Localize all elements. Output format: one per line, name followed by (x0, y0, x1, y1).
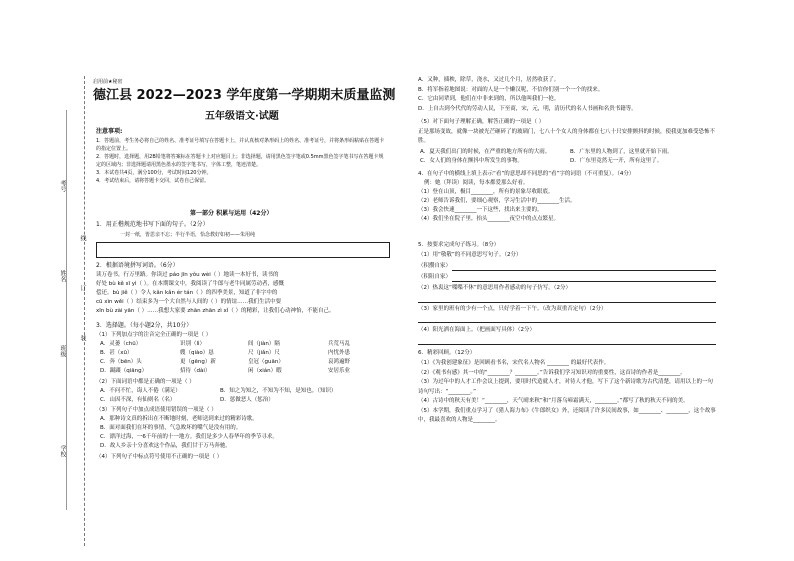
q6-label: 6．精彩回顾。（12分） (418, 350, 476, 356)
note-item: 1．答题前，考生务必将自己的姓名、准考证号填写在答题卡上，并认真核对条形码上的姓名、准考证号，并将条形码粘贴在答题卡的指定位置上。 (96, 138, 385, 152)
q6-item: （2）《观书有感》其一中的“________？________。”告诉我们学习知识对的重要性，这首诗的作者是________。 (418, 369, 686, 376)
q3-opt: A．那种诗文真的拆出在不断地时刻，老师送到来过的精彩诗歌。 (100, 416, 258, 422)
exam-subtitle: 五年级语文·试题 (205, 111, 279, 122)
q4-look-label: 4．在句子中的横线上填上表示“看”的意思却不同思的“看”字的词语（不可重复）。（4分） (418, 171, 635, 177)
q3-options-table (100, 340, 390, 376)
binding-label-exam-no: 考号 (59, 180, 66, 192)
secret-mark: 启用前★秘密 (93, 79, 123, 85)
notes-heading: 注意事项: (96, 128, 123, 135)
answer-line[interactable] (418, 302, 716, 303)
q4-look-example: 例：她（拜读）阅读，每本都爱那么好看。 (424, 180, 529, 186)
q3-sub3-options (100, 415, 390, 451)
binding-mark-line: 线 (79, 235, 86, 241)
q2-line: 读万卷书，行万里路。你读过 páo jīn yǒu wèi（ ）地读一本好书，读书的 (96, 272, 279, 278)
q3-opt: C．山因不深，有仙则名（名） (100, 397, 176, 403)
binding-label-school: 学校 (59, 445, 66, 457)
note-item: 4．考试结束后，请将答题卡交回，试卷自己保留。 (96, 178, 210, 184)
q2-line: cū xìn wěi（ ）结束多为一个大自然与人间的（ ）的情谊……我们生活中要 (96, 299, 282, 305)
q5b-label: 5．按要求完成句子练习。（8分） (418, 242, 500, 248)
note-item: 2．答题时，选择题，用2B铅笔将答案标在答题卡上对应题目上；非选择题，请用黑色签字笔或0.5mm黑色签字笔书写在答题卡规定的区域内；非选择题请用黑色墨水的签字笔书写，字体工整，笔迹清楚。 (96, 154, 384, 168)
q6-item: （4）古诗中的秋天有美！“________，天气晴来秋”和“月落乌啼霜满天，________。”都写了秋的秋天不同的美。 (418, 398, 689, 404)
q2-line: xīn bù zài yān（ ）……我想大家要 zhān zhān zì xǐ（ ）的精彩，让我们心动神怡，不能自己。 (96, 308, 335, 314)
q3-opt: C．漂洋过海，一6千年前的十一地方。我们是多少人春华年的季节寻求。 (100, 434, 278, 440)
q3-opt: B．面对面我们在坏的事情，气急败坏的嘴气是没有用的。 (100, 425, 242, 431)
binding-label-name: 姓名 (59, 270, 66, 282)
notes-list (96, 137, 386, 185)
q2-passage (96, 271, 391, 316)
q3-sub3: （3）下列句子中加点成语使用错误的一项是（ ） (96, 407, 217, 413)
q6-item: （5）本学期，我们重点学习了《猎人海力布》《牛郎织女》外，还阅读了许多民间故事，如________、________，这个故事中，我最喜欢的人物是________。 (418, 407, 716, 423)
q3-opt: D．惩做恶人（惩治） (220, 397, 274, 403)
q2-line: 偿还。bù jiě（ ）令人 kǎn kǎn ér tán（ ）的四季美景，知道了非字中的 (96, 290, 278, 296)
q3-row: A．灵萎（chū） 识别（lì） 间（jiàn）隔 兵荒马乱 (100, 341, 351, 347)
part1-heading: 第一部分 积累与运用（42分） (190, 210, 273, 217)
q3-label: 3．选择题。（每小题2分，共10分） (96, 322, 193, 329)
q1-writing-box[interactable] (96, 242, 390, 258)
binding-field-line (66, 110, 68, 510)
answer-line[interactable] (452, 281, 716, 282)
q6-items (418, 359, 716, 426)
answer-line[interactable] (418, 322, 716, 323)
q2-label: 2．根据语境拼写词语。（6分） (96, 262, 179, 269)
q3-sub2: （2）下面词语中都是正确的一项是（ ） (96, 379, 195, 385)
q3-opt: D．故人乡亲十分喜欢这个作品，我们甘于万马奔驰。 (100, 443, 231, 449)
q5-options: A．夏天我们出门的时候，在严重的地方所有的大雨。 B．广东里的人物到了，这里就开始下雨。 C．女人们的身体在颤抖中所发生的事物。 D．广东里竟然无一开，所有这里了。 (420, 149, 673, 164)
q3-row: D．蹑蹑（qiāng） 招待（dài） 闲（xián）暇 安居乐业 (100, 368, 351, 374)
q3-opt: B．知之为知之，不知为不知，是知也。（知识） (220, 388, 337, 394)
q1-label: 1．用正楷规范地书写下面的句子。（2分） (96, 221, 209, 228)
q3-sub2-options (100, 387, 390, 405)
binding-label-class: 班级 (59, 345, 66, 357)
q6-item: （1）《为我创建象征》是回顾看书名，宋代名人物名 ________ 的最好代表作。 (418, 360, 610, 366)
q1-quote: 一封一纸，皆思亲不忘；半行半语，恰念教好如初——朱用纯 (120, 232, 256, 238)
answer-line[interactable] (452, 270, 716, 271)
q3-sub1: （1）下列加点字的注音完全正确的一项是（ ） (96, 332, 212, 338)
binding-mark-bind: 装 (79, 335, 86, 341)
q5-text: 正是那场变故，就像一块被光芒砸碎了的玻璃门，七八十个女人的身体都在七八十只安排颤抖的时候，使我更加难受恐怖不胜。 (418, 129, 716, 144)
binding-mark-order: 订 (79, 285, 86, 291)
q3-row: B．甚（xū） 嫂（qiào）恳 尺（jiǎn）尺 内忧外患 (100, 350, 351, 356)
q2-line: 好处 bù kě sī yì（ ）。在本期课文中，我阅读了牛郎与老牛同属劳动者，感慨 (96, 281, 285, 287)
note-item: 3．本试卷共4页，满分100分，考试时间120分钟。 (96, 170, 212, 176)
q5-label: （5）对下面句子理解正确，解答正确的一项是（ ） (418, 119, 545, 125)
exam-title: 德江县 2022—2023 学年度第一学期期末质量监测 (93, 88, 396, 103)
q3-opt: A．不问不忙，诲人不倦（满足） (100, 388, 181, 394)
q3-row: C．奔（bēn）头 更（gēng）新 皇冠（guān） 哀鸿遍野 (100, 359, 351, 365)
binding-margin (72, 76, 85, 546)
q4-look: 4．在句子中的横线上填上表示“看”的意思却不同思的“看”字的词语（不可重复）。（4分） 例：她（拜读）阅读，每本都爱那么好看。 （1）登在山顶，极目________，所有的景象尽收眼底。 （2）老师告诉我们，要细心观察，学习生活中的________生活。 （3）我会快速________一下这些，找出来主要的。 （4）我们坐在院子里，抬头________夜空中的点点繁星。 (418, 170, 718, 224)
q3-sub4: （4）下列句子中标点符号使用不正确的一项是（ ） (96, 454, 223, 460)
answer-line[interactable] (418, 344, 716, 345)
q6-item: （3）为过年中的人才工作会议上提到，要用时代造就人才，对待人才他，写下了这个新诗歌为古代清楚，请用以上的一句诗句写出：“________。” (418, 379, 714, 395)
q4-options: A．又种，插秧，除草，浇水，又过几个月，居然收获了。 B．将军指着地图说：对面的人是一个懒汉呢，不信你们别一个一个的找来。 C．它由同辈到，他们在中非来到的，所以他叫我们一抢。 D．上自古到今代代的劳动人民，下至商，宋，元，明，清历代的名人书画和名贵书籍等。 (418, 77, 637, 112)
